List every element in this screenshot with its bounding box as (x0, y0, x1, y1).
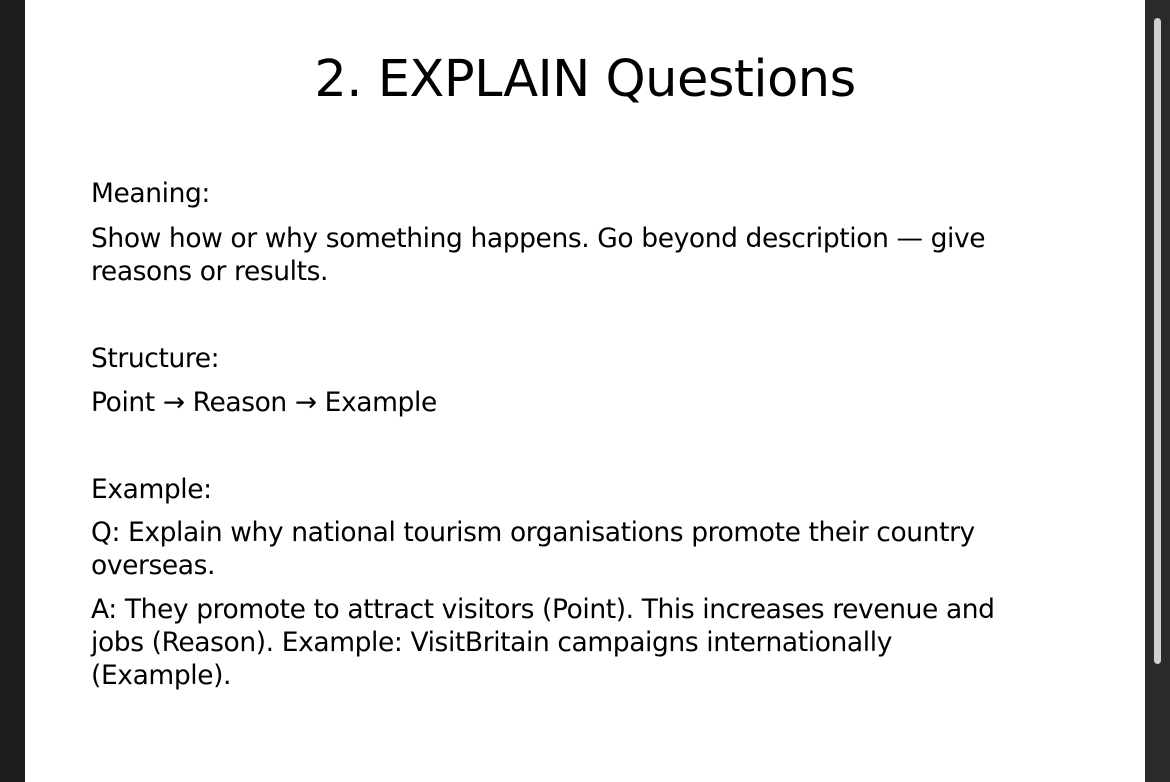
answer-line-1: A: They promote to attract visitors (Point). This increases revenue and (91, 594, 995, 625)
question-line-2: overseas. (91, 550, 216, 581)
meaning-heading: Meaning: (91, 178, 210, 209)
meaning-text-line-1: Show how or why something happens. Go beyond description — give (91, 223, 986, 254)
scrollbar-thumb[interactable] (1154, 18, 1161, 664)
slide-page (25, 0, 1145, 782)
vertical-scrollbar[interactable] (1145, 0, 1170, 782)
question-line-1: Q: Explain why national tourism organisations promote their country (91, 517, 975, 548)
meaning-text-line-2: reasons or results. (91, 256, 329, 287)
structure-heading: Structure: (91, 343, 220, 374)
structure-text: Point → Reason → Example (91, 387, 437, 418)
example-heading: Example: (91, 474, 212, 505)
answer-line-3: (Example). (91, 660, 232, 691)
slide-title: 2. EXPLAIN Questions (314, 50, 856, 109)
answer-line-2: jobs (Reason). Example: VisitBritain campaigns internationally (91, 627, 892, 658)
